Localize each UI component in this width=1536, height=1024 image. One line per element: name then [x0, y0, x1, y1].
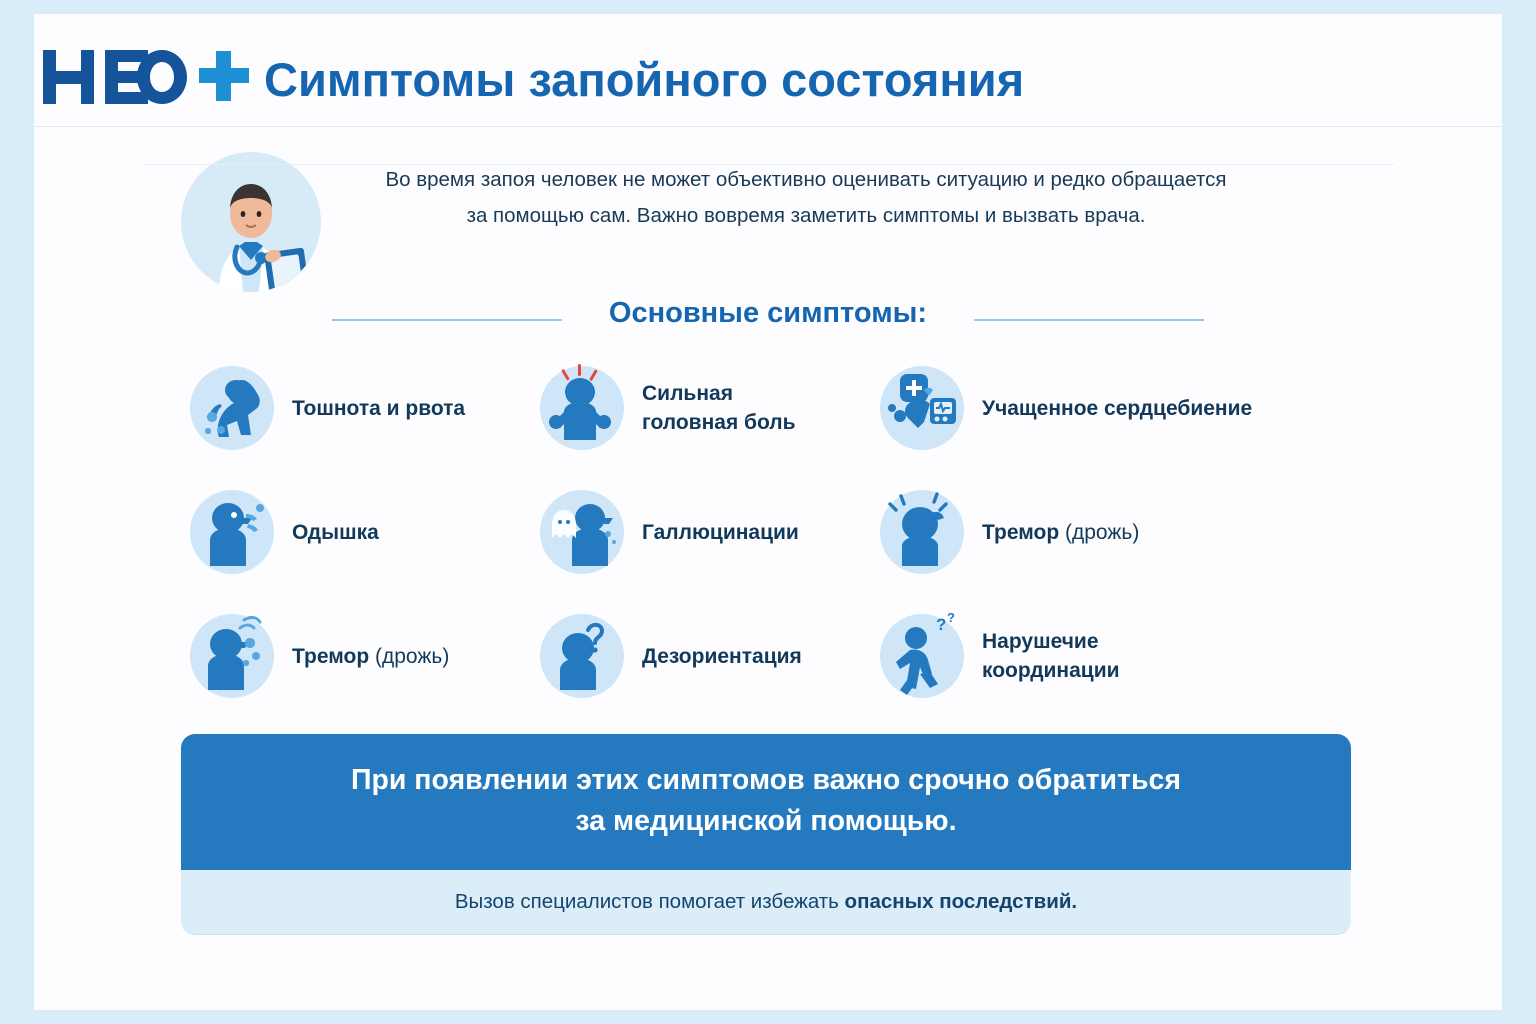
headache-person-icon — [534, 360, 630, 456]
symptom-item — [184, 349, 534, 467]
right-band — [1502, 0, 1536, 1024]
sweating-person-icon — [184, 608, 280, 704]
brand-logo — [39, 44, 254, 110]
symptom-label: Дезориентация — [642, 644, 802, 668]
intro-text — [316, 162, 1296, 234]
svg-text:?: ? — [936, 615, 947, 634]
symptom-item — [534, 473, 874, 591]
symptom-label: Тошнота и рвота — [292, 396, 466, 420]
heart-monitor-icon — [874, 360, 970, 456]
left-band — [0, 0, 34, 1024]
stumbling-person-icon — [874, 608, 970, 704]
callout-sub — [181, 870, 1351, 934]
vomiting-person-icon — [184, 360, 280, 456]
symptom-label: Тремор (дрожь) — [292, 644, 450, 668]
section-heading-label: Основные симптомы: — [591, 297, 945, 330]
symptom-item — [874, 349, 1294, 467]
svg-text:?: ? — [947, 610, 955, 625]
top-band — [0, 0, 1536, 14]
confused-person-icon — [534, 608, 630, 704]
breathless-person-icon — [184, 484, 280, 580]
symptom-item — [874, 597, 1294, 715]
symptom-label-light: (дрожь) — [1059, 520, 1140, 544]
symptom-label: Учащенное сердцебиение — [982, 396, 1253, 420]
symptom-item — [184, 597, 534, 715]
intro-line-2: за помощью сам. Важно вовремя заметить симптомы и вызвать врача. — [466, 204, 1146, 227]
header — [34, 14, 1502, 126]
symptom-label: Тремор (дрожь) — [982, 520, 1140, 544]
callout-box — [181, 734, 1351, 934]
bottom-band — [0, 1010, 1536, 1024]
callout-sub-bold: опасных последствий. — [844, 890, 1078, 913]
callout-main — [181, 734, 1351, 870]
heading-rule-left — [332, 319, 562, 321]
symptom-item — [534, 349, 874, 467]
section-heading — [34, 297, 1502, 343]
symptom-label-light: (дрожь) — [369, 644, 450, 668]
callout-line-2: за медицинской помощью. — [575, 805, 957, 837]
symptom-item — [534, 597, 874, 715]
symptom-label: Галлюцинации — [642, 520, 799, 544]
intro-block — [34, 132, 1502, 292]
content-canvas — [34, 14, 1502, 1010]
callout-sub-prefix: Вызов специалистов помогает избежать — [454, 890, 845, 913]
doctor-with-clipboard-icon — [181, 152, 321, 292]
symptoms-grid — [184, 349, 1364, 715]
page-title: Симптомы запойного состояния — [264, 53, 1025, 106]
heading-rule-right — [974, 319, 1204, 321]
symptom-label: Одышка — [292, 520, 379, 544]
shaking-head-icon — [874, 484, 970, 580]
header-divider — [34, 126, 1502, 127]
intro-divider — [144, 164, 1394, 165]
symptom-label: Сильная головная боль — [642, 382, 796, 434]
intro-line-1: Во время запоя человек не может объективно оценивать ситуацию и редко обращается — [385, 168, 1227, 191]
symptom-label: Нарушечие координации — [982, 630, 1120, 682]
ghost-hallucination-icon — [534, 484, 630, 580]
symptom-item — [874, 473, 1294, 591]
callout-line-1: При появлении этих симптомов важно срочно обратиться — [350, 764, 1182, 796]
symptom-item — [184, 473, 534, 591]
